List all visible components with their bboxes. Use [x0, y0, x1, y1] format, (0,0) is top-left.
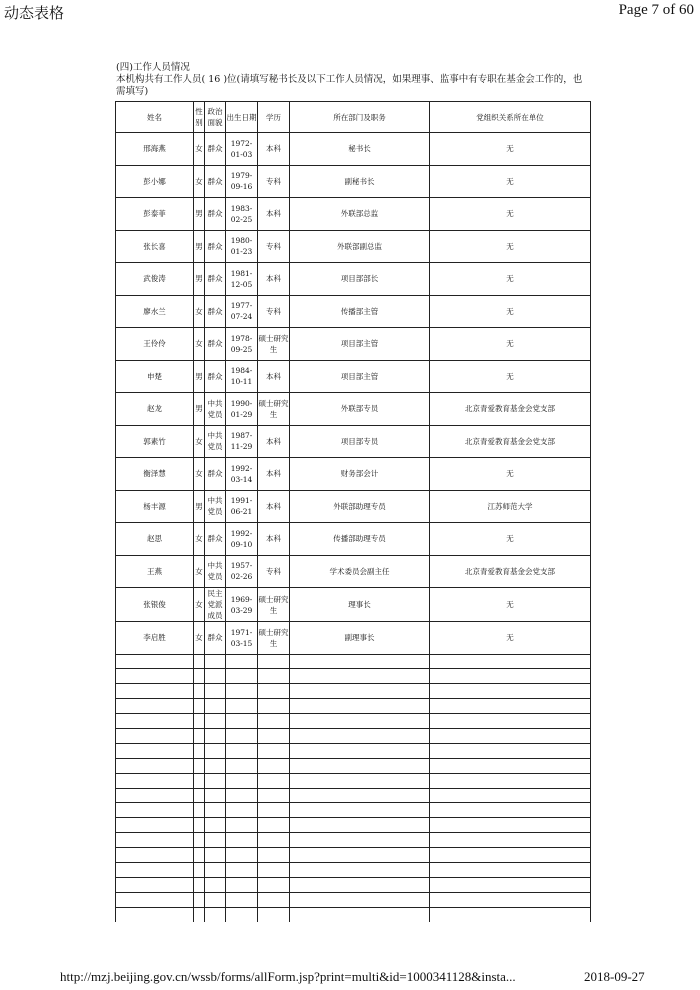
- table-row: [116, 230, 591, 263]
- blank-row: [116, 714, 591, 729]
- blank-cell: [116, 803, 194, 818]
- blank-cell: [226, 684, 258, 699]
- table-row: [116, 490, 591, 523]
- blank-cell: [116, 907, 194, 921]
- table-row: [116, 263, 591, 296]
- blank-cell: [194, 907, 205, 921]
- blank-cell: [258, 773, 290, 788]
- cell-name: 王燕: [116, 555, 194, 588]
- blank-cell: [194, 892, 205, 907]
- blank-cell: [116, 773, 194, 788]
- blank-cell: [290, 758, 430, 773]
- blank-cell: [290, 654, 430, 669]
- table-row: [116, 133, 591, 166]
- blank-cell: [258, 892, 290, 907]
- blank-cell: [258, 818, 290, 833]
- cell-birth: 1981-12-05: [226, 263, 258, 296]
- cell-name: 申楚: [116, 360, 194, 393]
- cell-name: 衡泽慧: [116, 458, 194, 491]
- cell-name: 张银俊: [116, 588, 194, 622]
- blank-cell: [194, 728, 205, 743]
- cell-gender: 女: [194, 165, 205, 198]
- blank-cell: [290, 848, 430, 863]
- cell-politics: 群众: [205, 328, 226, 361]
- cell-gender: 女: [194, 622, 205, 655]
- cell-birth: 1978-09-25: [226, 328, 258, 361]
- blank-cell: [290, 684, 430, 699]
- blank-cell: [258, 833, 290, 848]
- blank-cell: [116, 848, 194, 863]
- blank-cell: [258, 728, 290, 743]
- cell-name: 赵龙: [116, 393, 194, 426]
- blank-cell: [290, 699, 430, 714]
- blank-row: [116, 743, 591, 758]
- blank-cell: [205, 788, 226, 803]
- blank-cell: [290, 833, 430, 848]
- blank-row: [116, 654, 591, 669]
- blank-cell: [226, 669, 258, 684]
- blank-cell: [194, 743, 205, 758]
- blank-cell: [226, 654, 258, 669]
- blank-cell: [116, 833, 194, 848]
- table-row: [116, 165, 591, 198]
- cell-education: 本科: [258, 425, 290, 458]
- blank-cell: [116, 877, 194, 892]
- cell-position: 理事长: [290, 588, 430, 622]
- blank-row: [116, 833, 591, 848]
- cell-education: 硕士研究生: [258, 393, 290, 426]
- cell-name: 张长喜: [116, 230, 194, 263]
- cell-gender: 男: [194, 490, 205, 523]
- cell-politics: 民主党派成员: [205, 588, 226, 622]
- blank-cell: [194, 699, 205, 714]
- cell-birth: 1969-03-29: [226, 588, 258, 622]
- cell-education: 专科: [258, 165, 290, 198]
- blank-cell: [290, 788, 430, 803]
- cell-gender: 女: [194, 458, 205, 491]
- blank-cell: [258, 907, 290, 921]
- blank-cell: [430, 669, 591, 684]
- blank-cell: [205, 669, 226, 684]
- blank-cell: [205, 803, 226, 818]
- blank-row: [116, 862, 591, 877]
- blank-cell: [290, 773, 430, 788]
- blank-cell: [430, 684, 591, 699]
- blank-cell: [116, 743, 194, 758]
- cell-position: 项目部主管: [290, 360, 430, 393]
- cell-party-unit: 无: [430, 588, 591, 622]
- cell-party-unit: 江苏师范大学: [430, 490, 591, 523]
- blank-row: [116, 758, 591, 773]
- cell-gender: 女: [194, 555, 205, 588]
- cell-position: 副理事长: [290, 622, 430, 655]
- blank-cell: [205, 728, 226, 743]
- cell-birth: 1991-06-21: [226, 490, 258, 523]
- cell-party-unit: 无: [430, 360, 591, 393]
- blank-cell: [226, 714, 258, 729]
- cell-birth: 1972-01-03: [226, 133, 258, 166]
- cell-gender: 女: [194, 295, 205, 328]
- blank-cell: [258, 758, 290, 773]
- cell-party-unit: 无: [430, 458, 591, 491]
- blank-cell: [290, 818, 430, 833]
- cell-party-unit: 北京青爱教育基金会党支部: [430, 425, 591, 458]
- blank-cell: [290, 892, 430, 907]
- blank-cell: [116, 699, 194, 714]
- cell-politics: 群众: [205, 263, 226, 296]
- blank-cell: [226, 803, 258, 818]
- staff-table: [115, 101, 591, 922]
- table-row: [116, 555, 591, 588]
- blank-cell: [194, 758, 205, 773]
- blank-cell: [430, 654, 591, 669]
- cell-politics: 群众: [205, 523, 226, 556]
- cell-party-unit: 无: [430, 328, 591, 361]
- header-politics: 政治面貌: [205, 102, 226, 133]
- blank-cell: [205, 743, 226, 758]
- blank-cell: [194, 877, 205, 892]
- blank-cell: [205, 848, 226, 863]
- cell-education: 专科: [258, 555, 290, 588]
- blank-cell: [430, 833, 591, 848]
- cell-politics: 群众: [205, 360, 226, 393]
- cell-politics: 群众: [205, 458, 226, 491]
- cell-politics: 群众: [205, 198, 226, 231]
- cell-birth: 1979-09-16: [226, 165, 258, 198]
- cell-position: 外联部专员: [290, 393, 430, 426]
- cell-position: 外联部副总监: [290, 230, 430, 263]
- blank-cell: [226, 699, 258, 714]
- blank-cell: [258, 684, 290, 699]
- blank-cell: [205, 758, 226, 773]
- cell-birth: 1977-07-24: [226, 295, 258, 328]
- blank-row: [116, 788, 591, 803]
- cell-politics: 群众: [205, 230, 226, 263]
- cell-birth: 1983-02-25: [226, 198, 258, 231]
- header-name: 姓名: [116, 102, 194, 133]
- cell-party-unit: 无: [430, 198, 591, 231]
- cell-name: 廖水兰: [116, 295, 194, 328]
- blank-cell: [430, 758, 591, 773]
- cell-party-unit: 无: [430, 295, 591, 328]
- blank-cell: [205, 654, 226, 669]
- blank-row: [116, 848, 591, 863]
- cell-name: 王伶伶: [116, 328, 194, 361]
- blank-cell: [226, 907, 258, 921]
- section-intro: [116, 62, 586, 98]
- blank-cell: [116, 818, 194, 833]
- cell-position: 项目部专员: [290, 425, 430, 458]
- cell-position: 秘书长: [290, 133, 430, 166]
- blank-cell: [430, 848, 591, 863]
- blank-cell: [226, 833, 258, 848]
- cell-name: 彭小娜: [116, 165, 194, 198]
- blank-cell: [205, 862, 226, 877]
- blank-cell: [430, 788, 591, 803]
- cell-gender: 男: [194, 198, 205, 231]
- cell-birth: 1971-03-15: [226, 622, 258, 655]
- blank-cell: [226, 758, 258, 773]
- cell-gender: 男: [194, 263, 205, 296]
- blank-cell: [430, 907, 591, 921]
- blank-cell: [430, 877, 591, 892]
- blank-cell: [194, 848, 205, 863]
- cell-name: 郭素竹: [116, 425, 194, 458]
- cell-position: 学术委员会副主任: [290, 555, 430, 588]
- cell-gender: 女: [194, 425, 205, 458]
- blank-row: [116, 773, 591, 788]
- blank-cell: [290, 743, 430, 758]
- cell-party-unit: 无: [430, 133, 591, 166]
- cell-gender: 男: [194, 360, 205, 393]
- blank-cell: [258, 714, 290, 729]
- cell-position: 项目部部长: [290, 263, 430, 296]
- blank-cell: [194, 669, 205, 684]
- cell-name: 李启胜: [116, 622, 194, 655]
- blank-cell: [430, 714, 591, 729]
- cell-education: 硕士研究生: [258, 622, 290, 655]
- table-row: [116, 458, 591, 491]
- table-row: [116, 622, 591, 655]
- cell-name: 赵思: [116, 523, 194, 556]
- cell-position: 副秘书长: [290, 165, 430, 198]
- cell-education: 专科: [258, 230, 290, 263]
- cell-party-unit: 无: [430, 165, 591, 198]
- blank-cell: [258, 803, 290, 818]
- cell-education: 硕士研究生: [258, 328, 290, 361]
- blank-cell: [194, 714, 205, 729]
- cell-politics: 中共党员: [205, 555, 226, 588]
- cell-gender: 女: [194, 328, 205, 361]
- blank-cell: [205, 818, 226, 833]
- staff-rows: [116, 133, 591, 655]
- cell-gender: 男: [194, 230, 205, 263]
- cell-gender: 男: [194, 393, 205, 426]
- blank-cell: [430, 818, 591, 833]
- cell-education: 本科: [258, 198, 290, 231]
- cell-politics: 群众: [205, 133, 226, 166]
- blank-row: [116, 907, 591, 921]
- cell-birth: 1990-01-29: [226, 393, 258, 426]
- cell-name: 邢海燕: [116, 133, 194, 166]
- blank-cell: [290, 877, 430, 892]
- table-row: [116, 393, 591, 426]
- blank-cell: [430, 892, 591, 907]
- cell-birth: 1980-01-23: [226, 230, 258, 263]
- blank-cell: [430, 728, 591, 743]
- cell-position: 项目部主管: [290, 328, 430, 361]
- blank-cell: [258, 848, 290, 863]
- blank-cell: [430, 803, 591, 818]
- blank-cell: [258, 699, 290, 714]
- section-intro-text: 本机构共有工作人员( 16 )位(请填写秘书长及以下工作人员情况，如果理事、监事中有专职在基金会工作的，也需填写): [116, 74, 583, 97]
- blank-cell: [258, 788, 290, 803]
- blank-cell: [290, 907, 430, 921]
- header-education: 学历: [258, 102, 290, 133]
- blank-cell: [116, 684, 194, 699]
- blank-cell: [290, 669, 430, 684]
- header-birth: 出生日期: [226, 102, 258, 133]
- cell-gender: 女: [194, 133, 205, 166]
- blank-cell: [116, 758, 194, 773]
- blank-cell: [194, 803, 205, 818]
- blank-row: [116, 728, 591, 743]
- cell-party-unit: 无: [430, 622, 591, 655]
- blank-row: [116, 892, 591, 907]
- cell-birth: 1992-03-14: [226, 458, 258, 491]
- blank-rows: [116, 654, 591, 922]
- cell-position: 外联部总监: [290, 198, 430, 231]
- page-indicator: Page 7 of 60: [618, 2, 694, 18]
- cell-politics: 中共党员: [205, 490, 226, 523]
- cell-party-unit: 无: [430, 230, 591, 263]
- blank-cell: [258, 669, 290, 684]
- blank-cell: [258, 654, 290, 669]
- cell-politics: 群众: [205, 622, 226, 655]
- cell-birth: 1987-11-29: [226, 425, 258, 458]
- header-gender: 性别: [194, 102, 205, 133]
- cell-politics: 群众: [205, 165, 226, 198]
- blank-cell: [258, 862, 290, 877]
- blank-cell: [205, 773, 226, 788]
- cell-party-unit: 北京青爱教育基金会党支部: [430, 555, 591, 588]
- blank-cell: [205, 833, 226, 848]
- table-row: [116, 523, 591, 556]
- blank-row: [116, 699, 591, 714]
- cell-name: 彭泰菲: [116, 198, 194, 231]
- cell-party-unit: 无: [430, 523, 591, 556]
- section-title: (四)工作人员情况: [116, 62, 190, 73]
- cell-party-unit: 北京青爱教育基金会党支部: [430, 393, 591, 426]
- cell-education: 本科: [258, 263, 290, 296]
- blank-row: [116, 803, 591, 818]
- cell-position: 财务部会计: [290, 458, 430, 491]
- blank-cell: [226, 862, 258, 877]
- blank-cell: [116, 892, 194, 907]
- blank-cell: [430, 773, 591, 788]
- blank-cell: [194, 773, 205, 788]
- blank-cell: [226, 848, 258, 863]
- table-header-row: [116, 102, 591, 133]
- cell-birth: 1957-02-26: [226, 555, 258, 588]
- blank-cell: [194, 833, 205, 848]
- cell-birth: 1984-10-11: [226, 360, 258, 393]
- blank-cell: [194, 654, 205, 669]
- blank-cell: [116, 788, 194, 803]
- footer-date: 2018-09-27: [584, 969, 645, 984]
- table-row: [116, 295, 591, 328]
- blank-cell: [226, 892, 258, 907]
- header-position: 所在部门及职务: [290, 102, 430, 133]
- header-party-unit: 党组织关系所在单位: [430, 102, 591, 133]
- blank-cell: [205, 714, 226, 729]
- blank-cell: [194, 818, 205, 833]
- table-row: [116, 198, 591, 231]
- cell-position: 传播部助理专员: [290, 523, 430, 556]
- cell-politics: 中共党员: [205, 425, 226, 458]
- blank-cell: [290, 862, 430, 877]
- cell-education: 本科: [258, 458, 290, 491]
- blank-cell: [194, 684, 205, 699]
- blank-cell: [226, 728, 258, 743]
- blank-cell: [258, 877, 290, 892]
- blank-cell: [205, 877, 226, 892]
- cell-education: 硕士研究生: [258, 588, 290, 622]
- cell-gender: 女: [194, 588, 205, 622]
- blank-cell: [194, 788, 205, 803]
- cell-education: 本科: [258, 523, 290, 556]
- blank-cell: [116, 669, 194, 684]
- blank-cell: [290, 803, 430, 818]
- cell-gender: 女: [194, 523, 205, 556]
- blank-row: [116, 669, 591, 684]
- cell-name: 武俊涛: [116, 263, 194, 296]
- blank-cell: [116, 862, 194, 877]
- cell-position: 外联部助理专员: [290, 490, 430, 523]
- blank-cell: [226, 788, 258, 803]
- blank-cell: [116, 728, 194, 743]
- table-row: [116, 588, 591, 622]
- cell-education: 本科: [258, 490, 290, 523]
- blank-cell: [258, 743, 290, 758]
- blank-cell: [226, 877, 258, 892]
- table-row: [116, 360, 591, 393]
- cell-birth: 1992-09-10: [226, 523, 258, 556]
- blank-cell: [226, 818, 258, 833]
- blank-cell: [226, 743, 258, 758]
- blank-cell: [205, 684, 226, 699]
- blank-cell: [430, 743, 591, 758]
- cell-party-unit: 无: [430, 263, 591, 296]
- blank-cell: [290, 728, 430, 743]
- cell-politics: 中共党员: [205, 393, 226, 426]
- blank-cell: [205, 699, 226, 714]
- blank-cell: [290, 714, 430, 729]
- table-row: [116, 425, 591, 458]
- cell-education: 本科: [258, 133, 290, 166]
- blank-cell: [116, 714, 194, 729]
- footer-url: http://mzj.beijing.gov.cn/wssb/forms/allForm.jsp?print=multi&id=1000341128&insta...: [60, 969, 516, 984]
- cell-politics: 群众: [205, 295, 226, 328]
- page-header-title: 动态表格: [4, 4, 65, 22]
- blank-cell: [116, 654, 194, 669]
- blank-row: [116, 877, 591, 892]
- blank-cell: [226, 773, 258, 788]
- blank-cell: [205, 907, 226, 921]
- blank-cell: [430, 699, 591, 714]
- blank-cell: [194, 862, 205, 877]
- blank-row: [116, 818, 591, 833]
- blank-cell: [205, 892, 226, 907]
- blank-cell: [430, 862, 591, 877]
- cell-position: 传播部主管: [290, 295, 430, 328]
- cell-name: 杨丰源: [116, 490, 194, 523]
- table-row: [116, 328, 591, 361]
- blank-row: [116, 684, 591, 699]
- cell-education: 本科: [258, 360, 290, 393]
- cell-education: 专科: [258, 295, 290, 328]
